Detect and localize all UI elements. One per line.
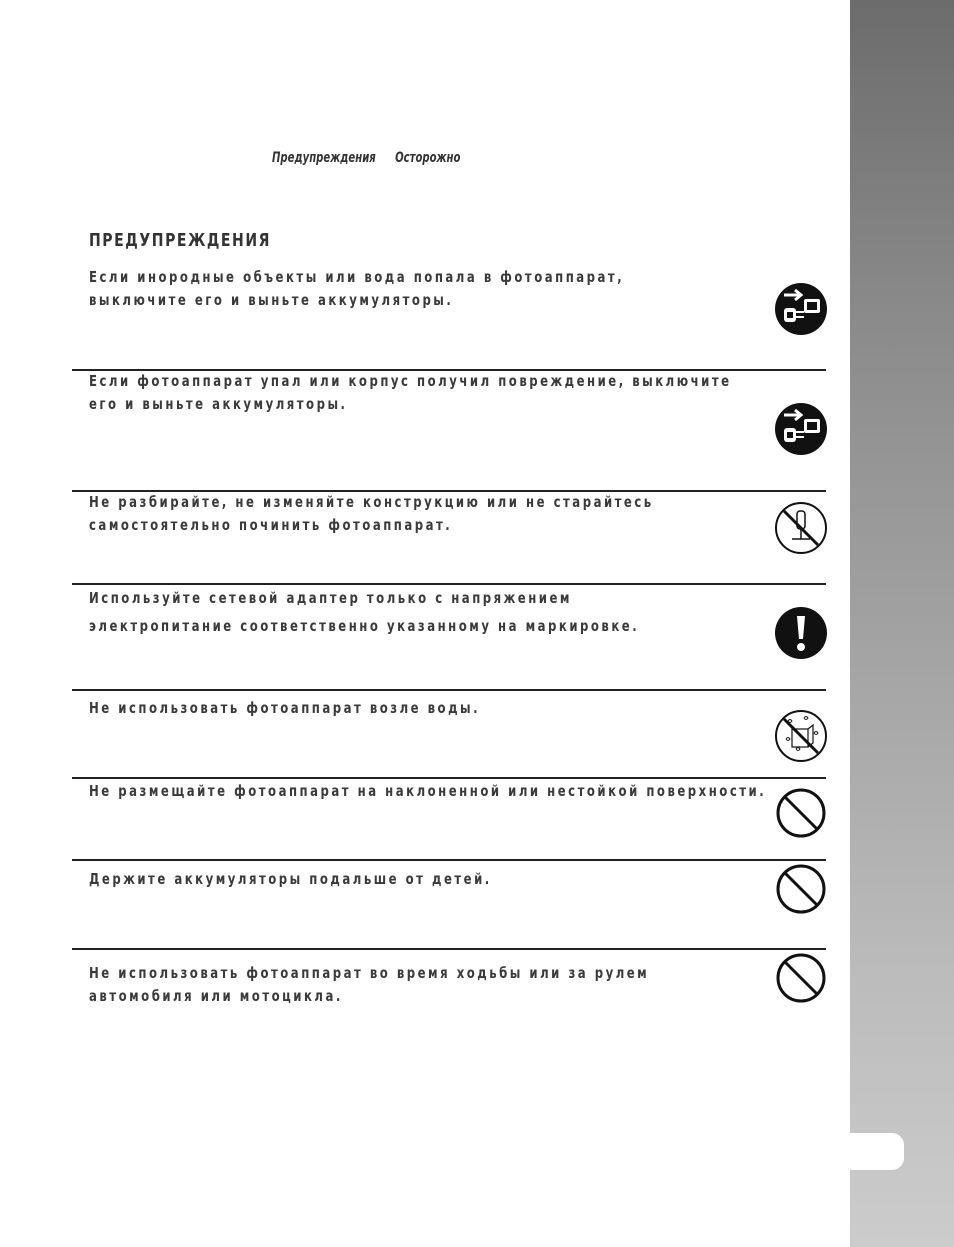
no-water-icon — [774, 709, 828, 763]
warning-text: Если инородные объекты или вода попала в фотоаппарат, выключите его и выньте аккумуляторы. — [89, 268, 625, 309]
page-number-tab — [840, 1133, 904, 1170]
unplug-icon — [774, 402, 828, 456]
warning-text: Не размещайте фотоаппарат на наклоненной или нестойкой поверхности. — [89, 782, 767, 800]
warning-text: Используйте сетевой адаптер только с напряжением электропитание соответственно указанному на маркировке. — [89, 589, 640, 635]
divider — [72, 689, 826, 691]
warning-text: Не использовать фотоаппарат во время ходьбы или за рулем автомобиля или мотоцикла. — [89, 964, 650, 1005]
divider — [72, 859, 826, 861]
warning-text: Держите аккумуляторы подальше от детей. — [89, 870, 492, 888]
exclamation-icon — [774, 606, 828, 660]
divider — [72, 777, 826, 779]
section-title: ПРЕДУПРЕЖДЕНИЯ — [89, 230, 272, 251]
warning-text: Не использовать фотоаппарат возле воды. — [89, 699, 481, 717]
prohibited-icon — [774, 786, 828, 840]
no-disassembly-icon — [774, 501, 828, 555]
prohibited-icon — [774, 951, 828, 1005]
legend-caution: Осторожно — [395, 150, 461, 166]
warning-text: Если фотоаппарат упал или корпус получил повреждение, выключите его и выньте аккумуляторы. — [89, 372, 732, 413]
warning-text: Не разбирайте, не изменяйте конструкцию или не старайтесь самостоятельно починить фотоаппарат. — [89, 493, 654, 534]
side-tab-bar — [850, 0, 954, 1247]
prohibited-icon — [774, 862, 828, 916]
symbol-legend — [272, 150, 476, 166]
unplug-icon — [774, 282, 828, 336]
legend-warnings: Предупреждения — [272, 150, 376, 166]
divider — [72, 948, 826, 950]
